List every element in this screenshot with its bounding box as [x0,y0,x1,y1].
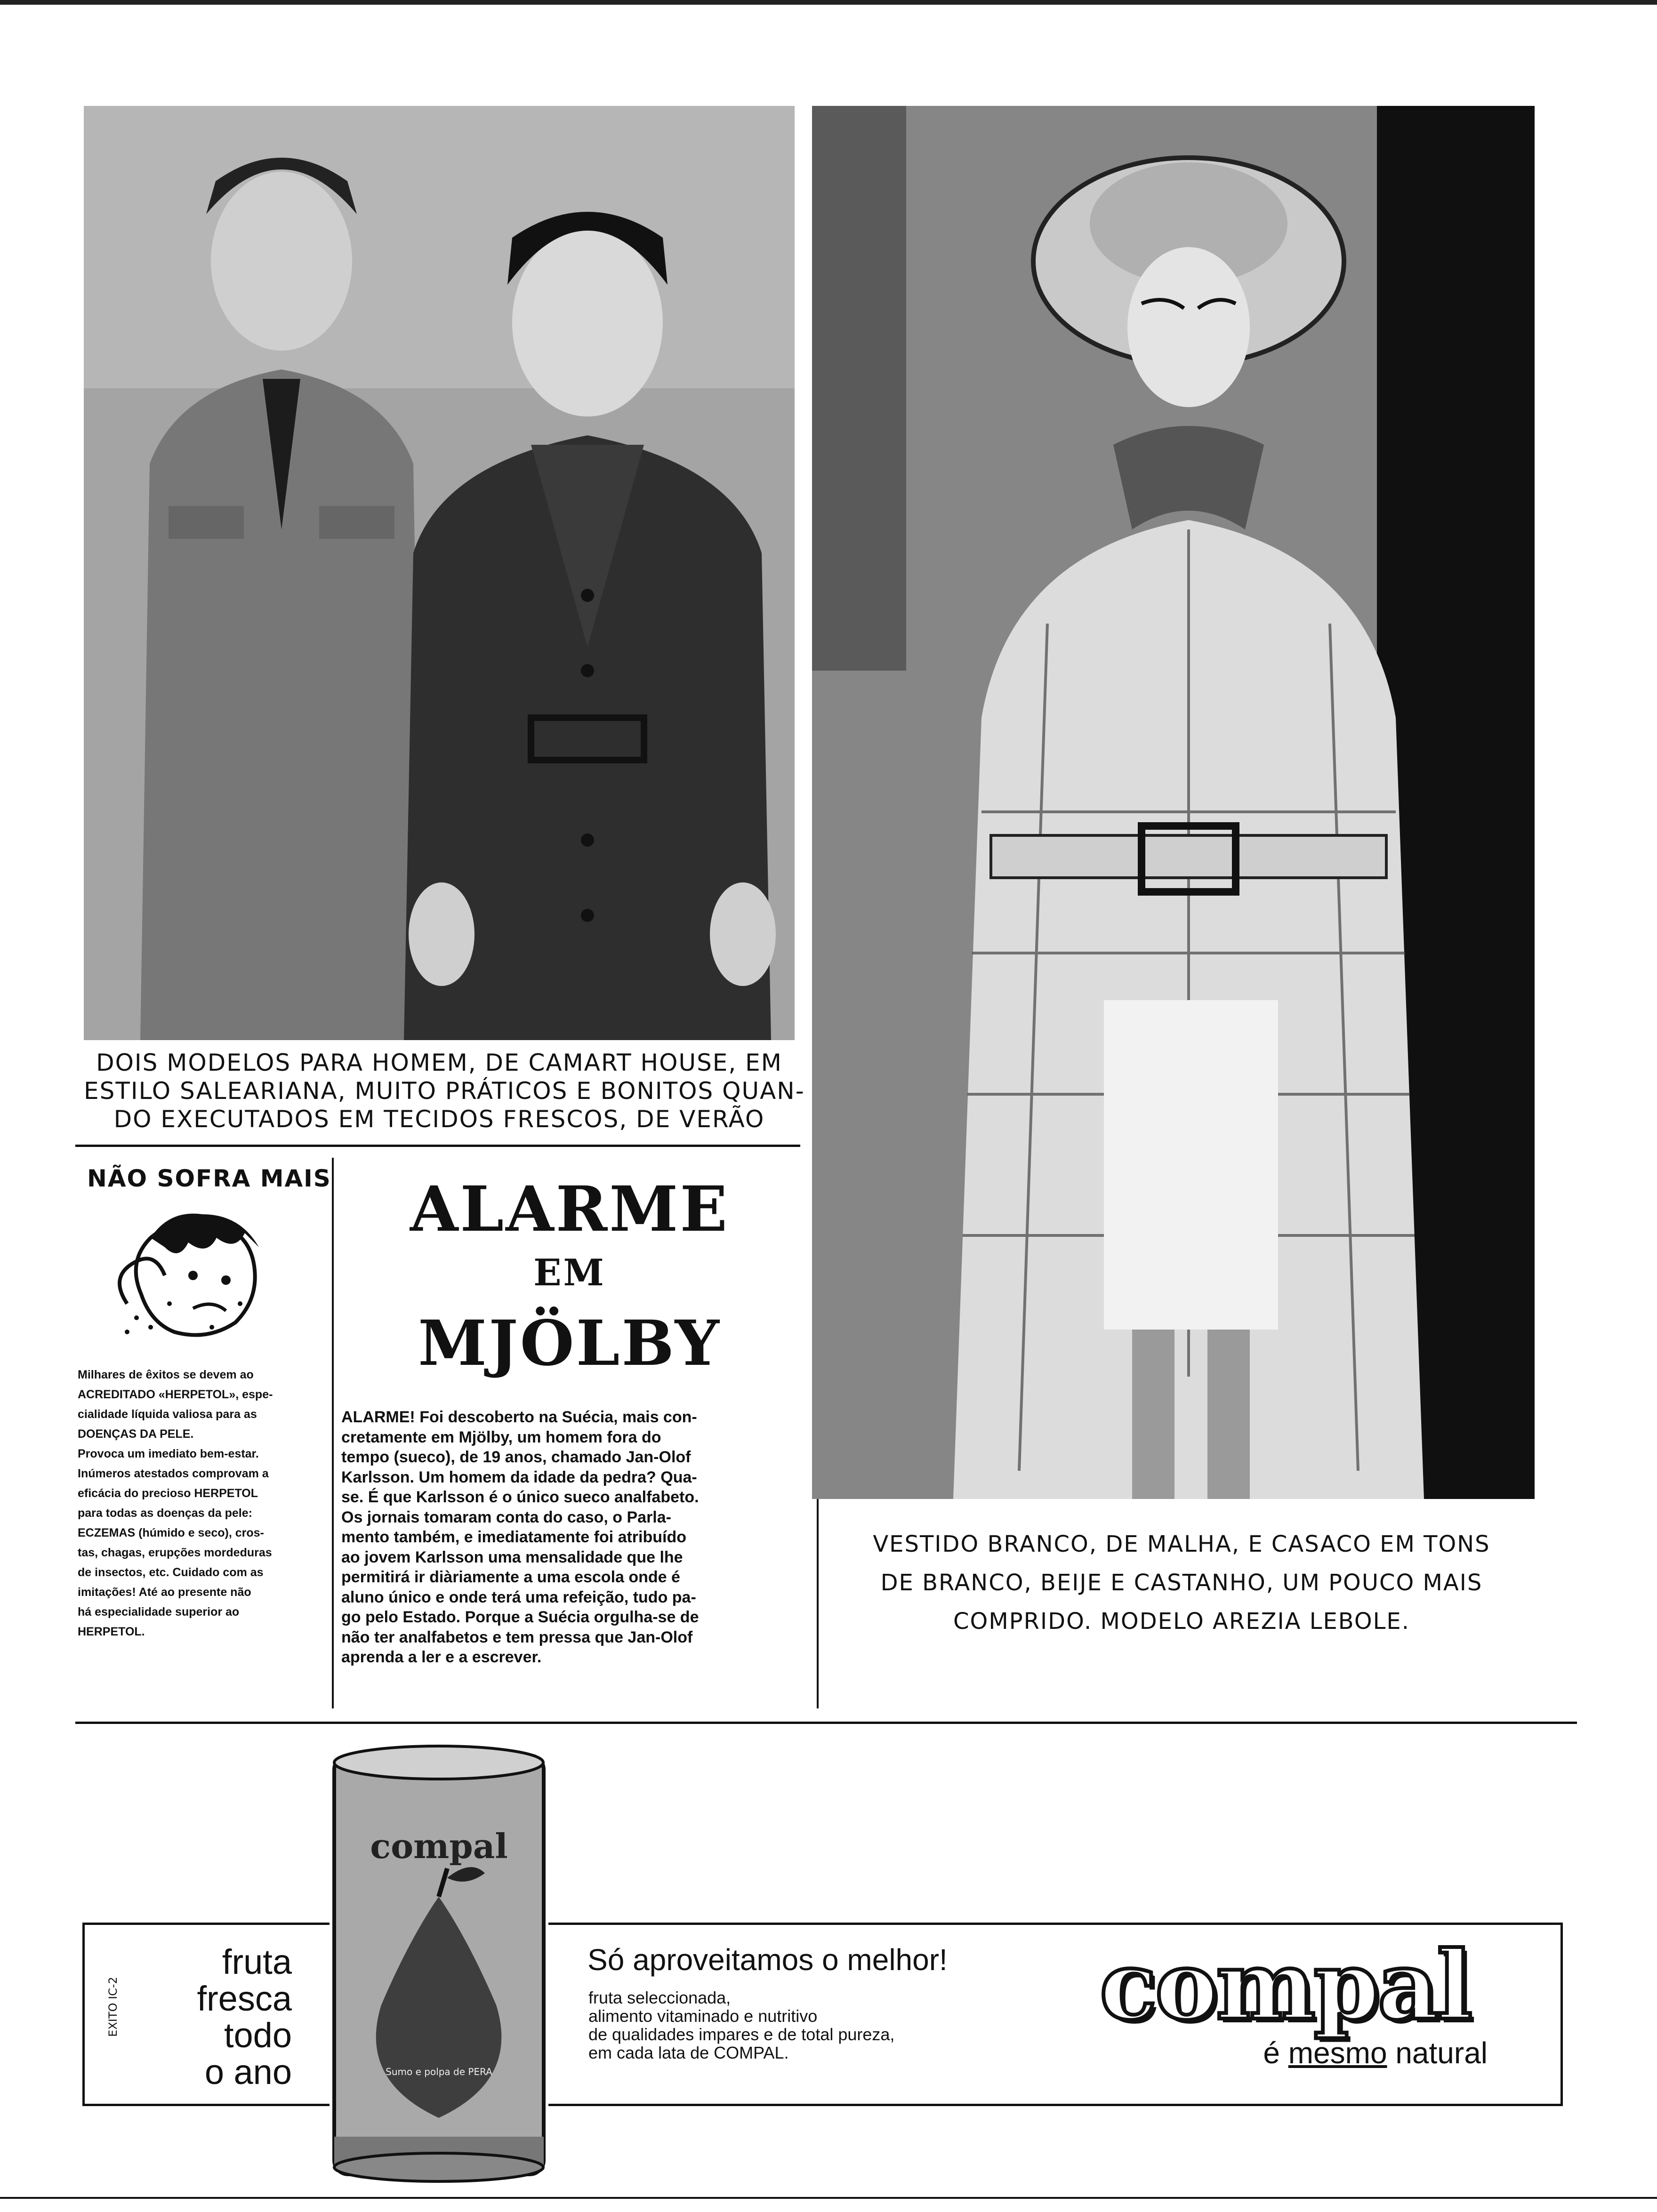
photo-woman [812,106,1535,1499]
caption-men-line: ESTILO SALEARIANA, MUITO PRÁTICOS E BONITOS QUAN- [84,1077,805,1105]
article-line: ao jovem Karlsson uma mensalidade que lhe [341,1548,683,1566]
article-line: Karlsson. Um homem da idade da pedra? Qua- [341,1468,697,1486]
compal-tagline [1224,2036,1488,2070]
herpetol-line: para todas as doenças da pele: [78,1507,252,1520]
herpetol-line: ACREDITADO «HERPETOL», espe- [78,1388,273,1401]
compal-logo: compal [1099,1931,1471,2041]
article-line: não ter analfabetos e tem pressa que Jan-Olof [341,1628,693,1646]
photo-woman-illustration [812,106,1535,1499]
compal-headline: Só aproveitamos o melhor! [587,1943,948,1977]
compal-can-illustration [330,1741,548,2184]
compal-left-slogan [155,1944,292,2091]
itching-face-icon [99,1205,297,1346]
article-body [341,1407,796,1667]
divider-under-caption-men [75,1145,800,1147]
herpetol-illustration [99,1205,297,1346]
tagline-pre: é [1263,2036,1280,2070]
article-line: mento também, e imediatamente foi atribuído [341,1528,687,1546]
divider-herpetol-article [332,1158,334,1708]
herpetol-line: Milhares de êxitos se devem ao [78,1368,254,1381]
herpetol-line: imitações! Até ao presente não [78,1586,251,1599]
article-title-line3: MJÖLBY [418,1307,721,1380]
article-line: go pelo Estado. Porque a Suécia orgulha-se de [341,1608,699,1626]
caption-woman-line: COMPRIDO. MODELO AREZIA LEBOLE. [953,1608,1410,1635]
herpetol-line: Provoca um imediato bem-estar. [78,1447,259,1460]
herpetol-line: HERPETOL. [78,1625,145,1638]
compal-slogan-line: o ano [204,2052,292,2092]
herpetol-line: eficácia do precioso HERPETOL [78,1487,258,1500]
compal-agency-tag: EXITO IC-2 [106,1977,120,2037]
caption-woman-line: VESTIDO BRANCO, DE MALHA, E CASACO EM TONS [873,1531,1490,1557]
herpetol-line: cialidade líquida valiosa para as [78,1408,257,1421]
divider-above-compal [75,1722,1577,1724]
article-line: tempo (sueco), de 19 anos, chamado Jan-Olof [341,1448,691,1466]
article-line: cretamente em Mjölby, um homem fora do [341,1428,661,1446]
compal-slogan-line: todo [224,2016,292,2055]
herpetol-line: tas, chagas, erupções mordeduras [78,1546,272,1559]
caption-men-line: DO EXECUTADOS EM TECIDOS FRESCOS, DE VERÃO [113,1106,765,1133]
article-line: ALARME! Foi descoberto na Suécia, mais con- [341,1408,697,1426]
compal-can [330,1741,548,2184]
article-title-line2: EM [533,1251,606,1294]
can-label: Sumo e polpa de PERA [386,2066,492,2077]
article-title-line1: ALARME [410,1173,730,1246]
photo-two-men [84,106,795,1040]
article-line: Os jornais tomaram conta do caso, o Parla- [341,1508,671,1526]
compal-body-line: alimento vitaminado e nutritivo [588,2006,818,2026]
herpetol-body [78,1365,348,1642]
herpetol-line: de insectos, etc. Cuidado com as [78,1566,264,1579]
article-line: permitirá ir diàriamente a uma escola onde é [341,1568,680,1586]
compal-body-line: em cada lata de COMPAL. [588,2043,789,2062]
caption-men [84,1049,805,1133]
tagline-underlined: mesmo [1288,2036,1387,2070]
caption-men-line: DOIS MODELOS PARA HOMEM, DE CAMART HOUSE, EM [96,1049,782,1076]
article-line: aprenda a ler e a escrever. [341,1648,542,1666]
herpetol-line: DOENÇAS DA PELE. [78,1427,194,1441]
caption-woman-line: DE BRANCO, BEIJE E CASTANHO, UM POUCO MAIS [880,1570,1483,1596]
compal-slogan-line: fresca [197,1979,292,2018]
article-line: aluno único e onde terá uma refeição, tudo pa- [341,1588,696,1606]
page-bottom-rule [0,2197,1657,2199]
can-brand: compal [370,1826,508,1866]
herpetol-heading: NÃO SOFRA MAIS [87,1165,331,1192]
compal-body-line: de qualidades impares e de total pureza, [588,2025,895,2044]
tagline-post: natural [1395,2036,1488,2070]
compal-body-line: fruta seleccionada, [588,1988,731,2007]
herpetol-line: ECZEMAS (húmido e seco), cros- [78,1526,264,1539]
herpetol-line: há especialidade superior ao [78,1605,240,1619]
photo-two-men-illustration [84,106,795,1040]
herpetol-line: Inúmeros atestados comprovam a [78,1467,269,1480]
caption-woman [828,1525,1535,1641]
page-corner-mark [0,0,1657,5]
compal-body [588,1988,1059,2062]
compal-slogan-line: fruta [222,1942,292,1981]
article-line: se. É que Karlsson é o único sueco analfabeto. [341,1488,699,1506]
